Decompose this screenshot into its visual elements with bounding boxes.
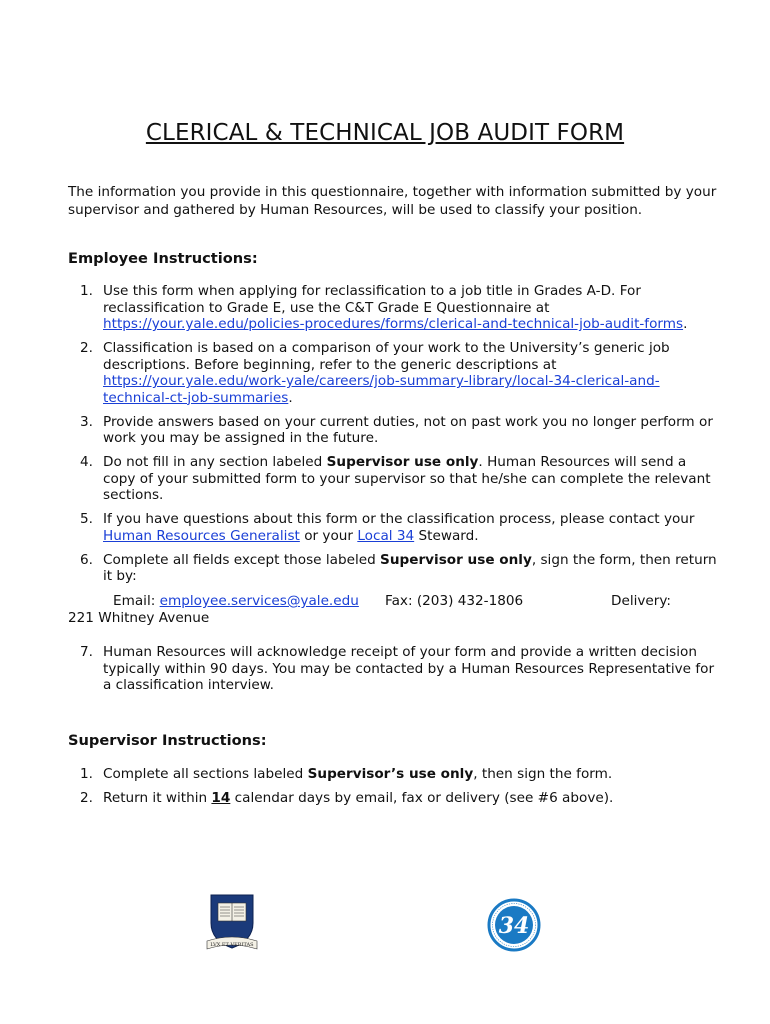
local-34-number: 34 [498,913,530,939]
audit-forms-link[interactable]: https://your.yale.edu/policies-procedures/forms/clerical-and-technical-job-audit-forms [103,316,684,332]
delivery-label: Delivery: [611,593,672,609]
local-34-link[interactable]: Local 34 [357,527,415,544]
intro-paragraph: The information you provide in this questionnaire, together with information submitted by your supervisor and gathered by Human Resources, will be used to classify your position. [68,184,717,218]
list-item: 6. Complete all fields except those labeled Supervisor use only, sign the form, then return it by: [80,551,717,584]
supervisor-instructions-list [68,766,718,814]
yale-shield-logo [205,893,259,953]
employee-instructions-list [68,283,718,592]
list-item: 1. Use this form when applying for reclassification to a job title in Grades A-D. For reclassification to Grade E, use the C&T Grade E Questionnaire at https://your.yale.edu/policies-procedures/forms/clerical-and-technical-job-audit-forms. [80,283,688,332]
email-line: Email: employee.services@yale.edu [113,593,359,609]
list-item: 2. Classification is based on a comparison of your work to the University’s generic job descriptions. Before beginning, refer to the generic descriptions at https://your.yale.edu/work-yale/careers/job-summary-library/local-34-clerical-and-technical-ct-job-summaries. [80,340,670,406]
list-item: 3. Provide answers based on your current duties, not on past work you no longer perform or work you may be assigned in the future. [80,413,713,446]
delivery-address: 221 Whitney Avenue [68,610,210,626]
list-item: 1. Complete all sections labeled Supervisor’s use only, then sign the form. [80,766,613,782]
job-summaries-link[interactable]: https://your.yale.edu/work-yale/careers/job-summary-library/local-34-clerical-and-technical-ct-job-summaries [103,373,660,406]
list-item: 2. Return it within 14 calendar days by email, fax or delivery (see #6 above). [80,790,614,806]
list-item: 7. Human Resources will acknowledge receipt of your form and provide a written decision typically within 90 days. You may be contacted by a Human Resources Representative for a classification interview. [80,644,715,693]
list-item: 5. If you have questions about this form or the classification process, please contact your Human Resources Generalist or your Local 34 Steward. [80,511,695,544]
email-link[interactable]: employee.services@yale.edu [159,593,359,609]
supervisor-instructions-heading: Supervisor Instructions: [68,732,267,749]
fax-number: Fax: (203) 432-1806 [385,593,524,609]
days-count: 14 [211,790,231,806]
hr-generalist-link[interactable]: Human Resources Generalist [103,527,300,544]
employee-instructions-heading: Employee Instructions: [68,250,258,267]
employee-instructions-list-continued [68,644,718,701]
supervisors-use-only-label: Supervisor’s use only [307,766,474,782]
supervisor-use-only-label: Supervisor use only [380,551,532,568]
local-34-logo [487,898,541,952]
page-title: CLERICAL & TECHNICAL JOB AUDIT FORM [145,120,625,146]
yale-motto-banner: LVX ET VERITAS [210,942,254,948]
supervisor-use-only-label: Supervisor use only [326,454,479,470]
list-item: 4. Do not fill in any section labeled Supervisor use only. Human Resources will send a copy of your submitted form to your supervisor so that he/she can complete the relevant sections. [80,454,711,503]
